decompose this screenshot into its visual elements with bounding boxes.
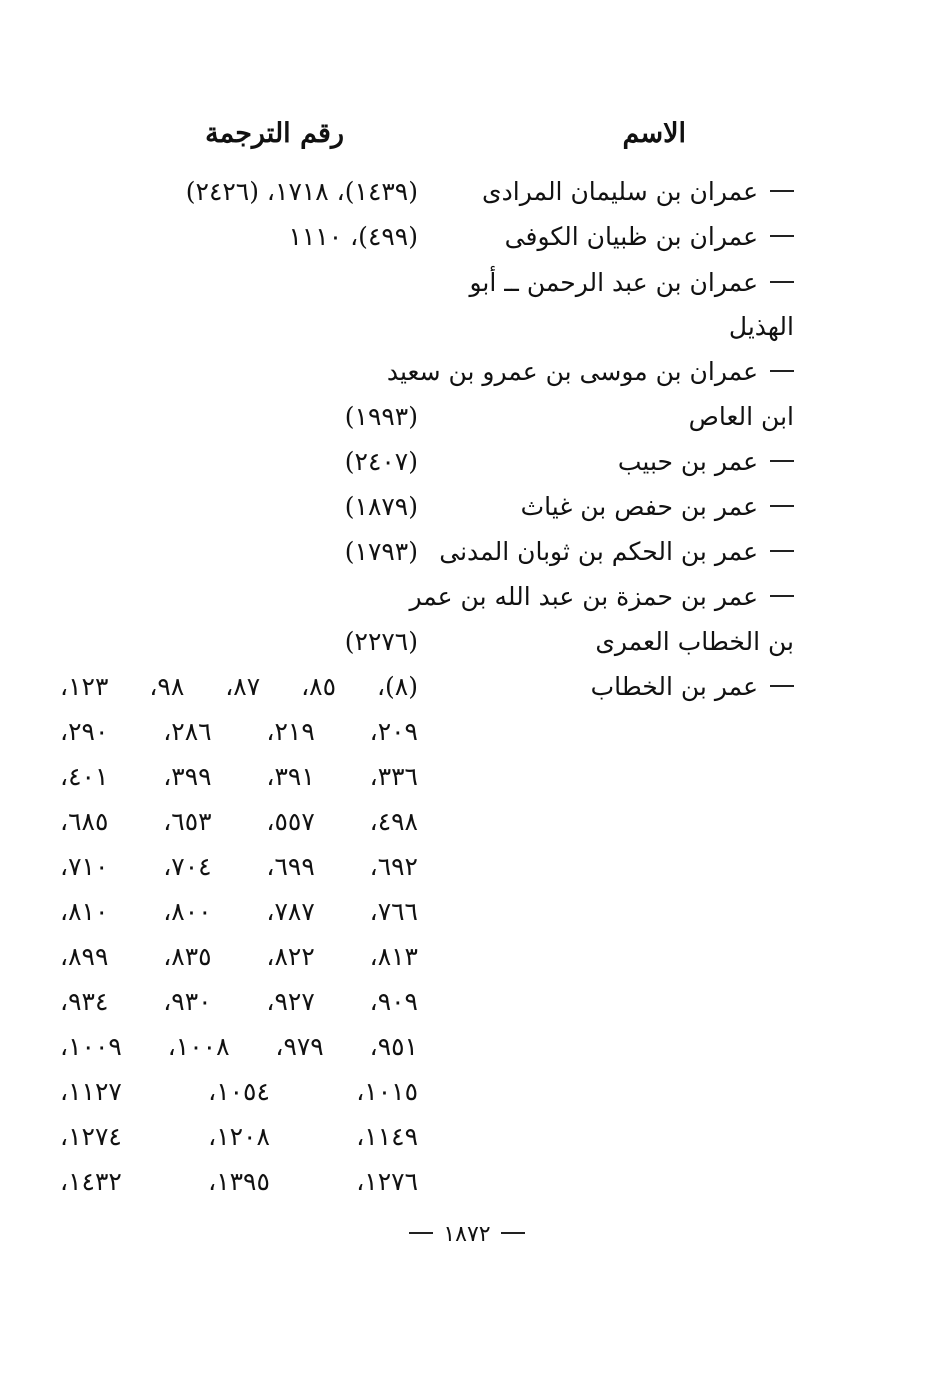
entry-numbers-row [60,982,418,1022]
ref-number: ٢١٩، [266,717,315,746]
ref-number: ٢٠٩، [369,717,418,746]
ref-number: ٨٩٩، [60,942,109,971]
entry-numbers-row [60,802,418,842]
name-column-header: الاسم [622,118,686,149]
ref-number: ٤٩٨، [369,807,418,836]
ref-number: ١٣٩٥، [208,1167,270,1196]
ref-number: ٨٧، [225,672,261,701]
ref-number: ٩٠٩، [369,987,418,1016]
folio-dash [409,1232,433,1234]
entry-numbers: (١٩٩٣) [344,402,418,431]
entry-name: عمر بن حمزة بن عبد الله بن عمر [409,577,794,617]
entry-numbers: (٤٩٩)، ١١١٠ [288,222,418,251]
entry-name: عمران بن ظبيان الكوفى [505,217,794,257]
ref-number: ١١٤٩، [356,1122,418,1151]
entry-dash [770,550,794,552]
ref-number: ٩٣٤، [60,987,109,1016]
ref-number: ١٢٠٨، [208,1122,270,1151]
ref-number: ٩٢٧، [266,987,315,1016]
ref-number: ١٢٧٦، [356,1167,418,1196]
entry-dash [770,460,794,462]
entry-numbers: (١٨٧٩) [344,492,418,521]
ref-number: ٧٨٧، [266,897,315,926]
folio-dash [501,1232,525,1234]
ref-number: ٨٥، [301,672,337,701]
entry-name: عمران بن موسى بن عمرو بن سعيد [387,352,794,392]
entry-name-continuation: ابن العاص [688,402,794,431]
ref-number: ٦٨٥، [60,807,109,836]
ref-number: ١٢٧٤، [60,1122,122,1151]
ref-number: ١٠١٥، [356,1077,418,1106]
ref-number: ٩٥١، [369,1032,418,1061]
page-number: ١٨٧٢ [0,1222,934,1247]
ref-number: ٢٩٠، [60,717,109,746]
ref-number: ١٤٣٢، [60,1167,122,1196]
ref-number: ١٠٠٨، [167,1032,230,1061]
ref-number: ٢٨٦، [163,717,212,746]
entry-name-continuation: الهذيل [728,312,794,341]
ref-number: ٨١٣، [369,942,418,971]
entry-dash [770,595,794,597]
entry-numbers: (١٤٣٩)، ١٧١٨، (٢٤٢٦) [185,177,418,206]
ref-number: ٩٨، [149,672,185,701]
ref-number: ٦٩٩، [266,852,315,881]
entry-name-continuation: بن الخطاب العمرى [595,627,794,656]
entry-name: عمر بن حفص بن غياث [521,487,794,527]
entry-dash [770,281,794,283]
entry-name: عمر بن الحكم بن ثوبان المدنى [439,532,794,572]
entry-dash [770,685,794,687]
entry-numbers: (٢٢٧٦) [344,627,418,656]
entry-numbers-row [60,1117,418,1157]
entry-numbers: (١٧٩٣) [344,537,418,566]
ref-number: ٧٠٤، [163,852,212,881]
entry-numbers-row [60,667,418,707]
entry-numbers: (٢٤٠٧) [344,447,418,476]
entry-numbers-row [60,892,418,932]
entry-dash [770,190,794,192]
entry-name: عمر بن الخطاب [591,667,794,707]
entry-numbers-row [60,1027,418,1067]
ref-number: ١١٢٧، [60,1077,122,1106]
ref-number: ١٠٠٩، [60,1032,122,1061]
ref-number: ٨٠٠، [163,897,212,926]
ref-number: ٨١٠، [60,897,109,926]
ref-number: (٨)، [376,672,418,701]
entry-dash [770,505,794,507]
ref-number: ٩٧٩، [275,1032,324,1061]
number-column-header: رقم الترجمة [205,118,344,149]
ref-number: ٩٣٠، [163,987,212,1016]
ref-number: ٥٥٧، [266,807,315,836]
ref-number: ٣٣٦، [369,762,418,791]
entry-numbers-row [60,847,418,887]
entry-dash [770,235,794,237]
ref-number: ٣٩٩، [163,762,212,791]
ref-number: ٧١٠، [60,852,109,881]
entry-dash [770,370,794,372]
ref-number: ٨٣٥، [163,942,212,971]
entry-numbers-row [60,712,418,752]
ref-number: ٦٥٣، [163,807,212,836]
entry-numbers-row [60,1072,418,1112]
ref-number: ٦٩٢، [369,852,418,881]
entry-name: عمر بن حبيب [618,442,794,482]
ref-number: ٣٩١، [266,762,315,791]
ref-number: ٤٠١، [60,762,109,791]
entry-name: عمران بن سليمان المرادى [482,172,794,212]
entry-numbers-row [60,1162,418,1202]
entry-numbers-row [60,937,418,977]
ref-number: ١٠٥٤، [208,1077,270,1106]
ref-number: ١٢٣، [60,672,109,701]
entry-numbers-row [60,757,418,797]
ref-number: ٧٦٦، [369,897,418,926]
entry-name: عمران بن عبد الرحمن ــ أبو [469,263,794,303]
ref-number: ٨٢٢، [266,942,315,971]
